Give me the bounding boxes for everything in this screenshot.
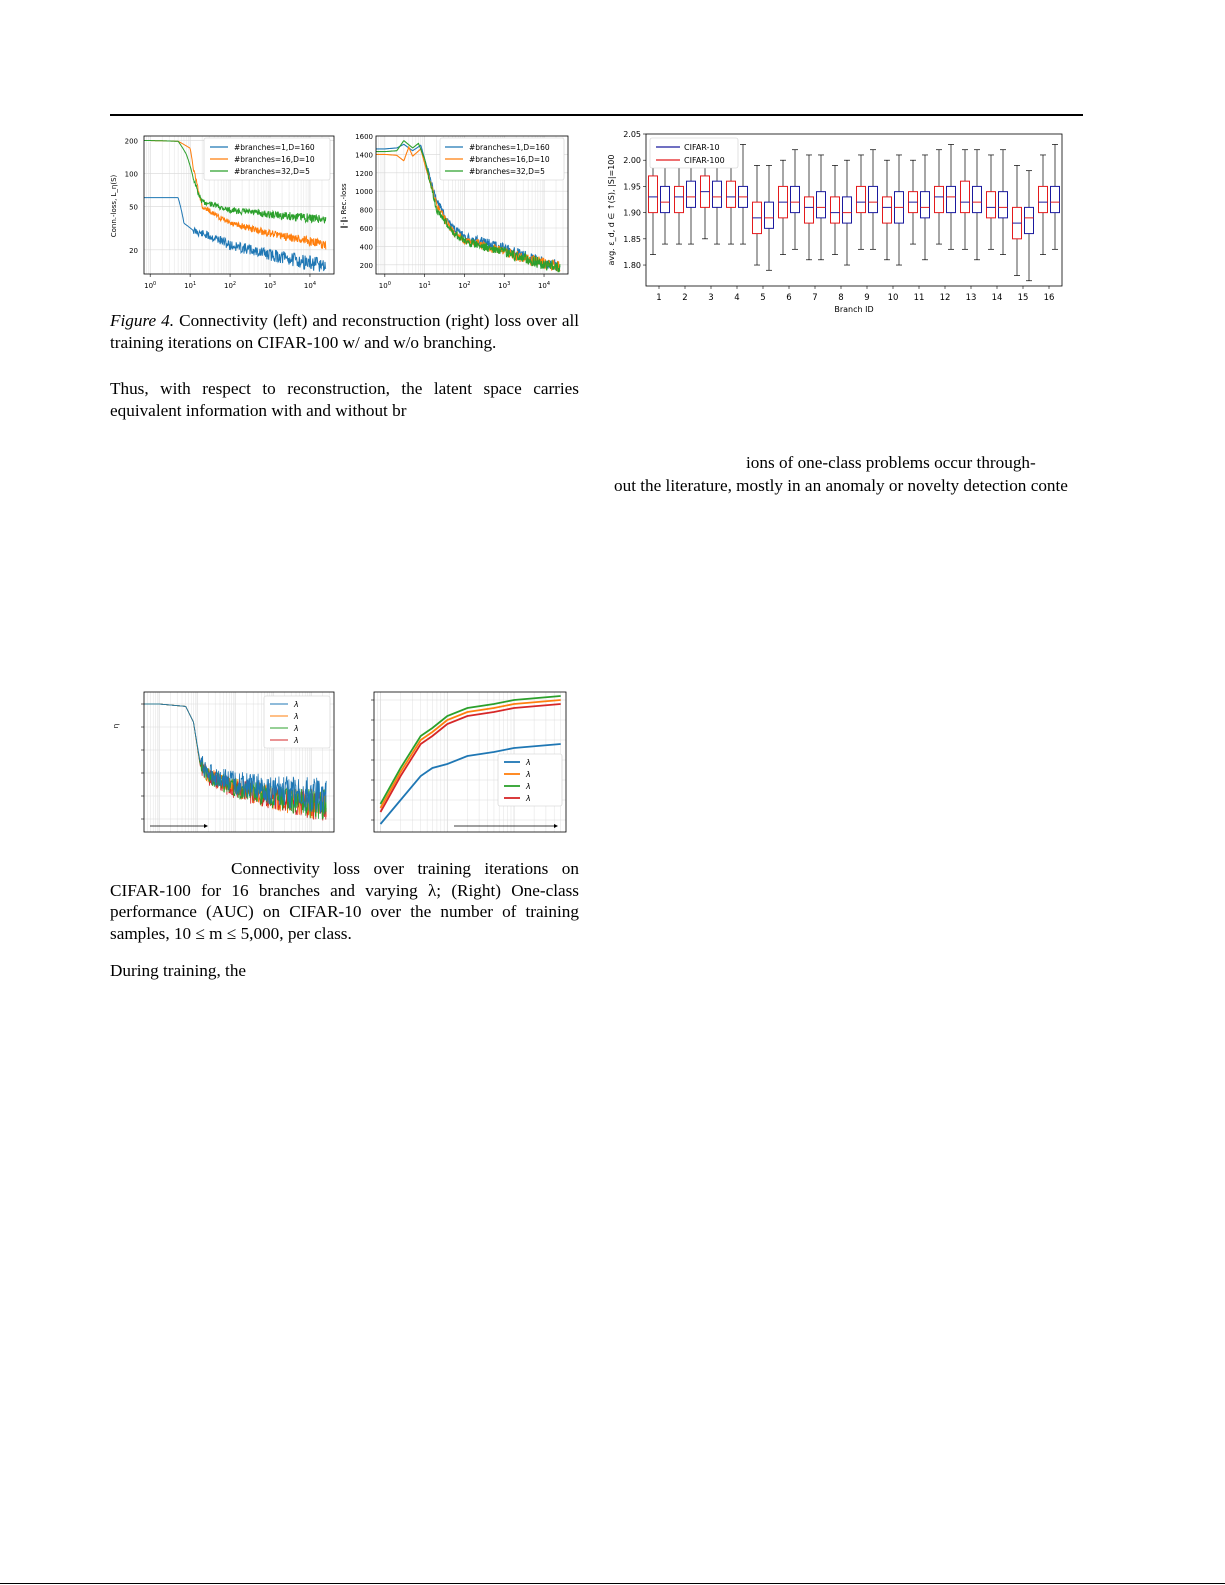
box-cifar-100	[1039, 186, 1048, 212]
y-tick-label: 400	[359, 243, 373, 252]
x-tick-label: 12	[939, 293, 951, 303]
y-tick-label: 100	[124, 170, 138, 179]
y-tick-label: 1600	[355, 133, 373, 141]
box-cifar-100	[649, 176, 658, 213]
legend	[204, 138, 330, 180]
legend	[264, 696, 330, 748]
legend-label: λ	[526, 782, 531, 791]
header-rule	[110, 114, 1083, 116]
x-tick-label: 11	[913, 293, 925, 303]
y-tick-label: 2.00	[623, 156, 641, 166]
x-tick-label: 3	[708, 293, 714, 303]
box-cifar-100	[675, 186, 684, 212]
box-cifar-100	[857, 186, 866, 212]
box-cifar-10	[973, 186, 982, 212]
figure4-caption	[110, 310, 579, 353]
y-tick-label: 2.05	[623, 130, 641, 139]
box-cifar-10	[1051, 186, 1060, 212]
box-cifar-10	[687, 181, 696, 207]
y-tick-label: 800	[359, 206, 373, 215]
arrow-head	[204, 824, 208, 828]
paragraph-2: out the literature, mostly in an anomaly or novelty detection conte	[614, 476, 1068, 495]
legend-label: #branches=1,D=160	[234, 143, 315, 152]
box-cifar-10	[765, 202, 774, 228]
legend-label: λ	[294, 724, 299, 733]
y-axis-label: ‖·‖₁ Rec.-loss	[340, 183, 348, 229]
figure5-left-chart	[104, 686, 344, 842]
box-cifar-10	[791, 186, 800, 212]
x-tick-label: $10^4$	[537, 281, 551, 290]
legend-label: #branches=32,D=5	[234, 167, 310, 176]
x-tick-label: 6	[786, 293, 792, 303]
x-tick-label: $10^2$	[224, 281, 237, 290]
x-tick-label: 16	[1043, 293, 1055, 303]
box-cifar-10	[713, 181, 722, 207]
paragraph-2-line1: ions of one-class problems occur through-	[746, 453, 1036, 472]
x-tick-label: $10^2$	[458, 281, 471, 290]
box-cifar-100	[727, 181, 736, 207]
x-tick-label: 8	[838, 293, 844, 303]
x-tick-label: 1	[656, 293, 662, 303]
box-cifar-10	[1025, 207, 1034, 233]
y-tick-label: 20	[129, 246, 138, 255]
page-bottom-edge	[0, 1583, 1225, 1584]
legend	[650, 138, 738, 168]
x-tick-label: $10^3$	[263, 281, 277, 290]
x-tick-label: 9	[864, 293, 870, 303]
y-tick-label: 1200	[355, 169, 373, 178]
box-cifar-100	[831, 197, 840, 223]
y-tick-label: 200	[359, 261, 373, 270]
x-tick-label: $10^4$	[303, 281, 317, 290]
paragraph-1: Thus, with respect to reconstruction, the latent space carries equivalent information with and without br	[110, 379, 579, 420]
y-tick-label: 200	[124, 137, 138, 146]
x-tick-label: $10^3$	[498, 281, 511, 290]
arrow-head	[554, 824, 558, 828]
box-cifar-10	[947, 186, 956, 212]
y-tick-label: 1400	[355, 151, 373, 160]
y-tick-label: 1.90	[623, 208, 641, 218]
legend-label: λ	[294, 736, 299, 745]
y-axis-label: Conn.-loss, L_η(S)	[110, 174, 118, 238]
box-cifar-10	[817, 192, 826, 218]
x-tick-label: 7	[812, 293, 818, 303]
box-cifar-10	[869, 186, 878, 212]
legend-label: #branches=1,D=160	[469, 143, 550, 152]
legend-label: λ	[526, 770, 531, 779]
box-cifar-100	[805, 197, 814, 223]
x-tick-label: $10^1$	[418, 281, 431, 290]
box-cifar-100	[987, 192, 996, 218]
y-tick-label: 600	[359, 225, 373, 233]
y-tick-label: 1.85	[623, 234, 641, 244]
x-tick-label: $10^0$	[144, 281, 157, 290]
x-tick-label: 4	[734, 293, 740, 303]
box-cifar-100	[935, 186, 944, 212]
legend-label: λ	[526, 758, 531, 767]
legend-label: #branches=16,D=10	[234, 155, 315, 164]
x-tick-label: 13	[965, 293, 977, 303]
x-tick-label: $10^1$	[184, 281, 197, 290]
box-cifar-10	[661, 186, 670, 212]
box-cifar-100	[883, 197, 892, 223]
y-tick-label: 1.95	[623, 182, 641, 192]
y-axis-label: avg. ε_d, d ∈ ↑(S), |S|=100	[607, 154, 616, 266]
box-cifar-10	[999, 192, 1008, 218]
legend-label: CIFAR-100	[684, 156, 725, 165]
figure5-caption: Connectivity loss over training iterations on CIFAR-100 for 16 branches and varying λ; (Right) One-class performance (AUC) on CIFAR-10 over the number of training samples, 10 ≤ m ≤ 5,000, per class.	[110, 859, 579, 943]
box-cifar-10	[921, 192, 930, 218]
figure4-left-chart	[104, 128, 344, 296]
box-cifar-100	[961, 181, 970, 212]
y-axis-label: η	[112, 723, 120, 729]
figure4-right-chart	[338, 128, 578, 296]
y-tick-label: 50	[129, 203, 138, 212]
figure4-label: Figure 4.	[110, 311, 175, 330]
legend-label: λ	[294, 700, 299, 709]
y-tick-label: 1000	[355, 188, 373, 197]
figure4-caption-text: Connectivity (left) and reconstruction (right) loss over all training iterations on CIFAR-100 w/ and w/o branching.	[110, 311, 580, 352]
x-tick-label: 14	[991, 293, 1003, 303]
legend-label: #branches=16,D=10	[469, 155, 550, 164]
box-cifar-10	[843, 197, 852, 223]
x-tick-label: 15	[1017, 293, 1029, 303]
legend-label: λ	[294, 712, 299, 721]
figure5-right-chart	[338, 686, 578, 842]
x-axis-label: Branch ID	[834, 305, 874, 314]
legend	[498, 754, 562, 806]
legend	[440, 138, 564, 180]
x-tick-label: $10^0$	[378, 281, 391, 290]
paragraph-3: During training, the	[110, 961, 247, 980]
y-tick-label: 1.80	[623, 261, 641, 271]
x-tick-label: 5	[760, 293, 766, 303]
legend-label: λ	[526, 794, 531, 803]
legend-label: #branches=32,D=5	[469, 167, 545, 176]
x-tick-label: 10	[887, 293, 899, 303]
boxplot-chart	[602, 128, 1082, 320]
x-tick-label: 2	[682, 293, 688, 303]
legend-label: CIFAR-10	[684, 143, 720, 152]
